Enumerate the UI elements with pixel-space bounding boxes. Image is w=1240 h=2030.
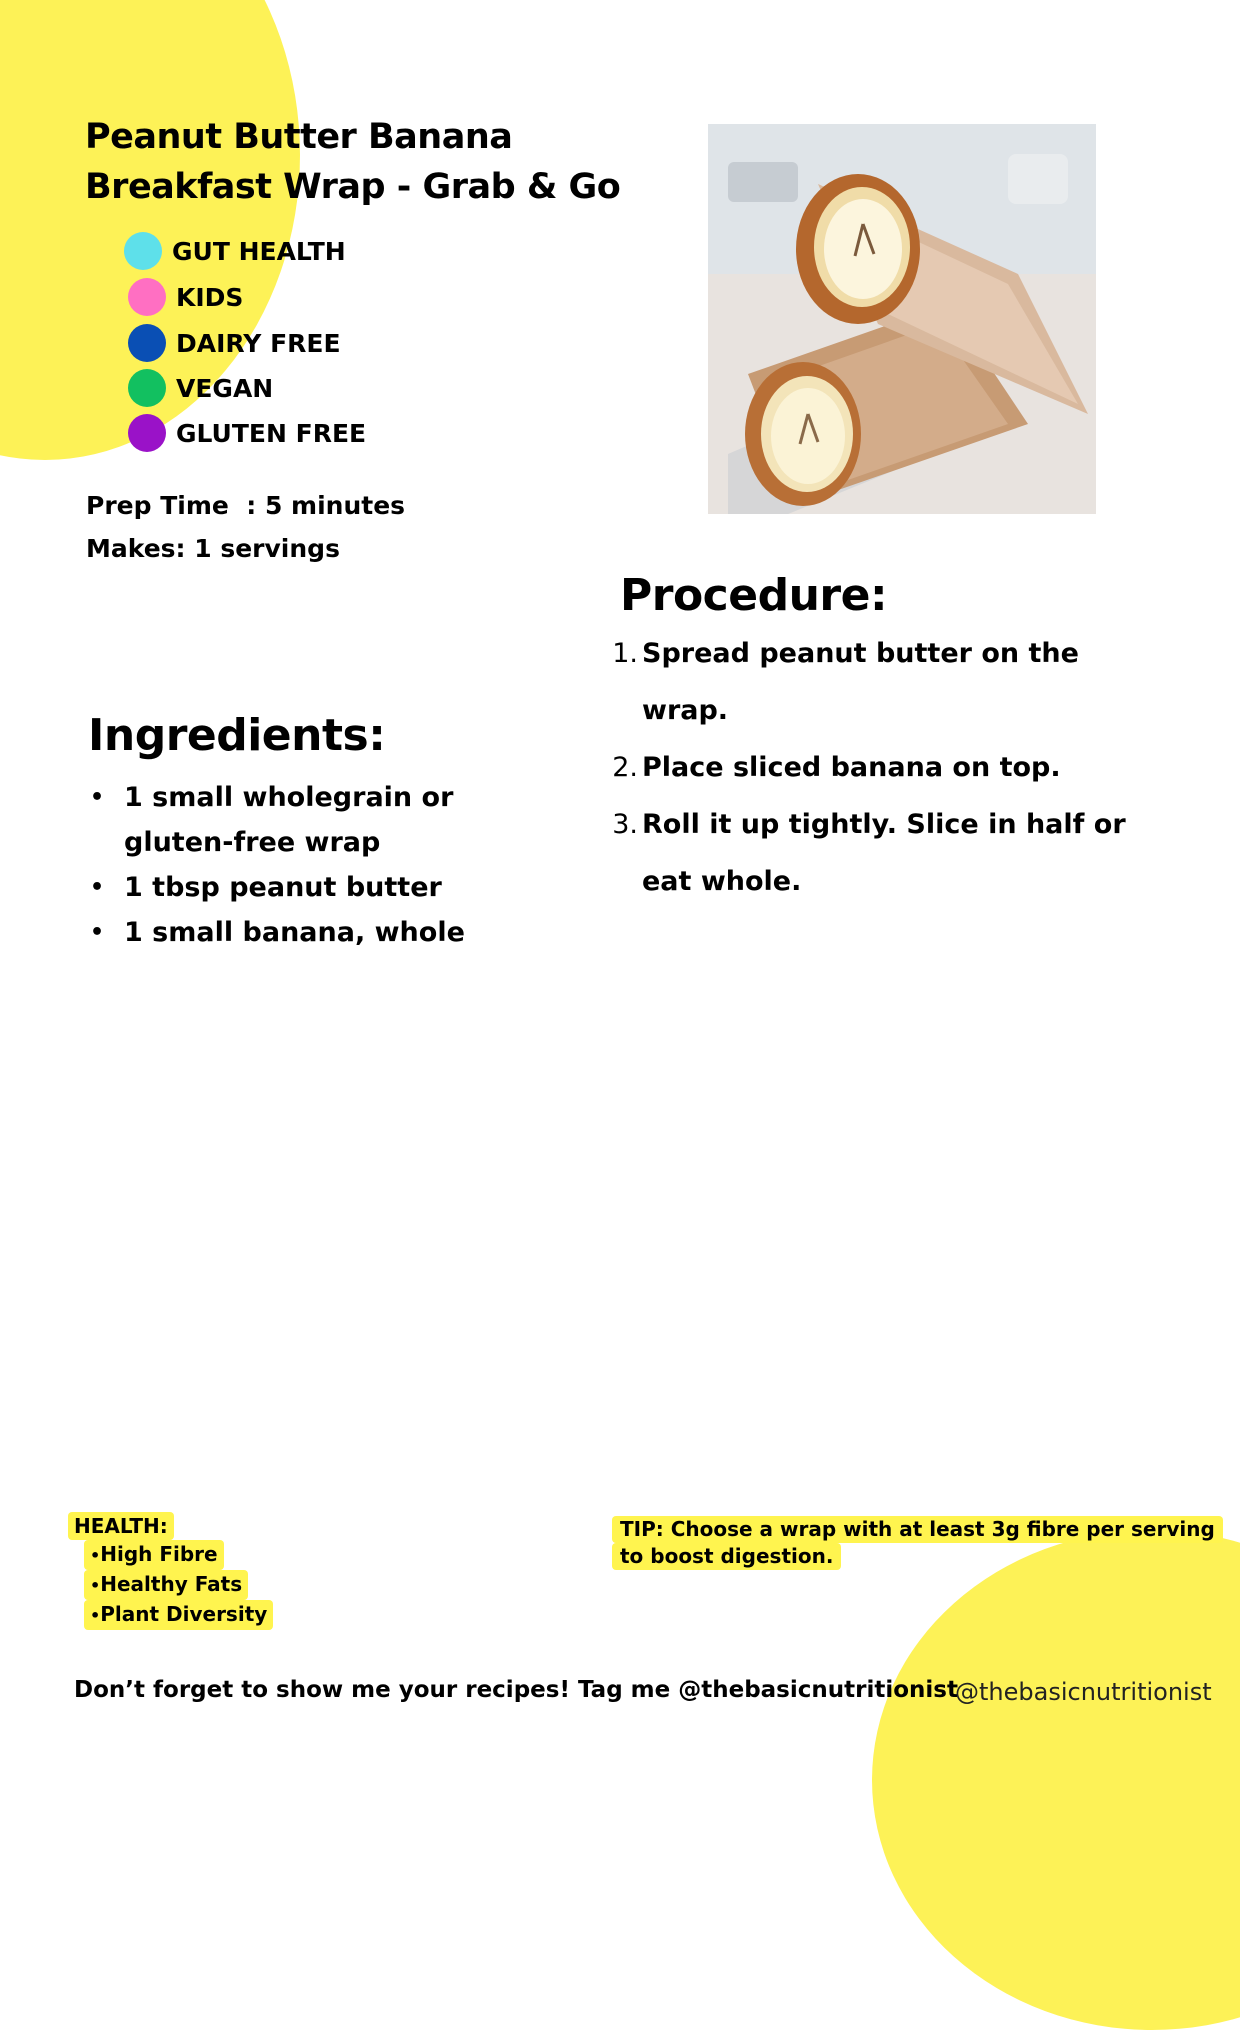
step-text: Roll it up tightly. Slice in half or eat whole. bbox=[642, 809, 1126, 897]
procedure-steps bbox=[610, 625, 1170, 910]
bullet-icon: • bbox=[90, 785, 105, 810]
wrap-photo bbox=[708, 124, 1096, 514]
health-item bbox=[84, 1570, 368, 1600]
tip-line-2: to boost digestion. bbox=[612, 1543, 841, 1570]
procedure-title: Procedure: bbox=[620, 570, 888, 621]
tag-dairy-free bbox=[124, 320, 366, 366]
bullet-icon: • bbox=[90, 920, 105, 945]
tag-label: VEGAN bbox=[176, 373, 274, 403]
step-number: 1. bbox=[612, 638, 638, 669]
ingredients-list bbox=[90, 775, 510, 955]
step-text: Spread peanut butter on the wrap. bbox=[642, 638, 1079, 726]
tag-color-dot bbox=[128, 369, 166, 407]
health-item-label: High Fibre bbox=[100, 1542, 218, 1566]
tag-color-dot bbox=[128, 278, 166, 316]
tip-box bbox=[612, 1516, 1215, 1570]
tag-kids bbox=[124, 274, 366, 320]
ingredient-item bbox=[90, 865, 510, 910]
procedure-step bbox=[610, 739, 1170, 796]
recipe-meta bbox=[86, 484, 405, 570]
bullet-icon: • bbox=[90, 1546, 101, 1565]
diet-tags-list bbox=[124, 228, 366, 456]
tip-line-1: TIP: Choose a wrap with at least 3g fibre per serving bbox=[612, 1516, 1223, 1543]
prep-time: Prep Time : 5 minutes bbox=[86, 491, 406, 520]
social-handle: @thebasicnutritionist bbox=[955, 1678, 1212, 1706]
tag-label: KIDS bbox=[176, 282, 244, 312]
health-benefits-box bbox=[68, 1512, 368, 1630]
decorative-yellow-circle-bottom-right bbox=[872, 1530, 1240, 2030]
recipe-title-line-2: Breakfast Wrap - Grab & Go bbox=[85, 167, 621, 207]
ingredient-text: 1 tbsp peanut butter bbox=[124, 872, 442, 903]
tag-color-dot bbox=[124, 232, 162, 270]
tag-gluten-free bbox=[124, 410, 366, 456]
tag-vegan bbox=[124, 366, 366, 410]
procedure-step bbox=[610, 796, 1170, 910]
wrap-photo-illustration bbox=[708, 124, 1096, 514]
footer-message: Don’t forget to show me your recipes! Tag me @thebasicnutritionist bbox=[74, 1677, 958, 1703]
ingredient-item bbox=[90, 775, 510, 865]
bullet-icon: • bbox=[90, 1576, 101, 1595]
tag-gut-health bbox=[124, 228, 366, 274]
ingredients-title: Ingredients: bbox=[88, 710, 386, 761]
tag-label: GUT HEALTH bbox=[172, 236, 346, 266]
health-item-label: Plant Diversity bbox=[100, 1602, 268, 1626]
health-item bbox=[84, 1600, 368, 1630]
ingredient-item bbox=[90, 910, 510, 955]
bullet-icon: • bbox=[90, 1606, 101, 1625]
servings: Makes: 1 servings bbox=[86, 534, 340, 563]
health-item-label: Healthy Fats bbox=[100, 1572, 243, 1596]
recipe-title-line-1: Peanut Butter Banana bbox=[85, 117, 513, 157]
recipe-title bbox=[85, 112, 685, 212]
health-title: HEALTH: bbox=[68, 1512, 174, 1540]
ingredient-text: 1 small banana, whole bbox=[124, 917, 465, 948]
tag-label: DAIRY FREE bbox=[176, 328, 341, 358]
step-text: Place sliced banana on top. bbox=[642, 752, 1061, 783]
ingredient-text: 1 small wholegrain or gluten-free wrap bbox=[124, 782, 454, 858]
procedure-step bbox=[610, 625, 1170, 739]
health-item-text bbox=[84, 1570, 248, 1600]
bullet-icon: • bbox=[90, 875, 105, 900]
tag-color-dot bbox=[128, 324, 166, 362]
health-item-text bbox=[84, 1600, 273, 1630]
step-number: 2. bbox=[612, 752, 638, 783]
step-number: 3. bbox=[612, 809, 638, 840]
health-item-text bbox=[84, 1540, 224, 1570]
tag-color-dot bbox=[128, 414, 166, 452]
tag-label: GLUTEN FREE bbox=[176, 418, 367, 448]
health-item bbox=[84, 1540, 368, 1570]
